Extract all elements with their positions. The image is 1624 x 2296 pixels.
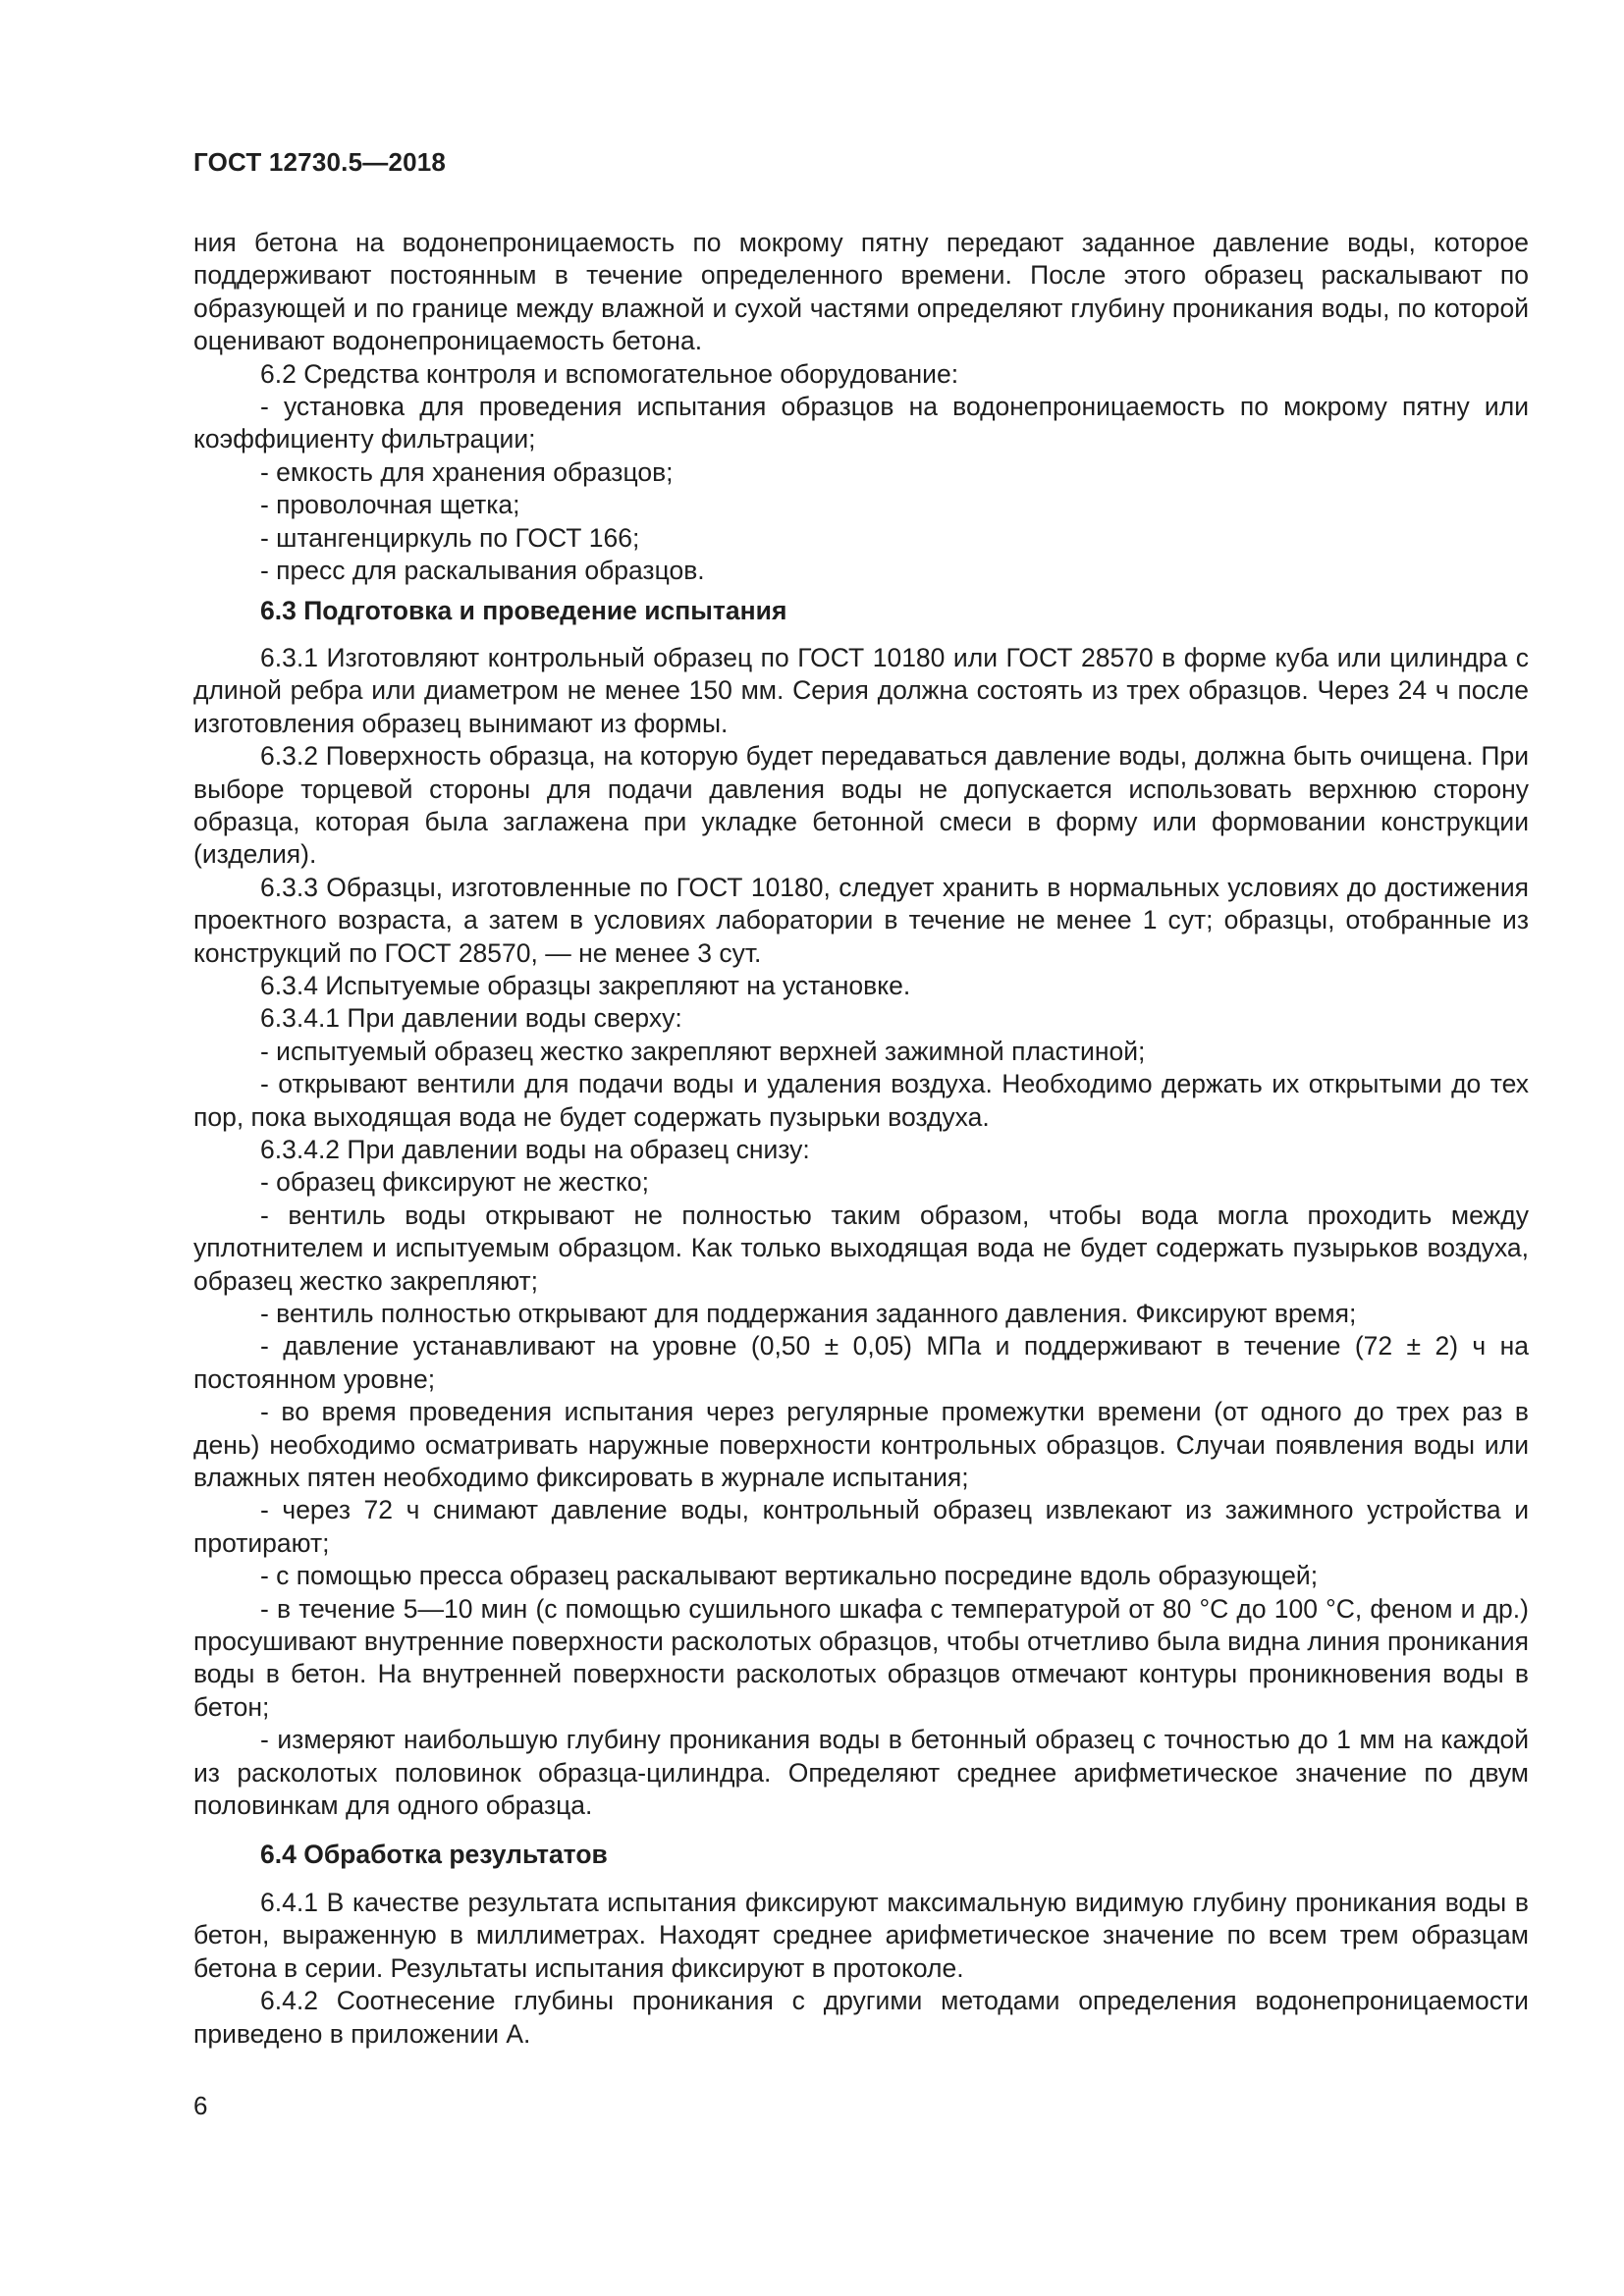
list-item: - через 72 ч снимают давление воды, контрольный образец извлекают из зажимного устройства и протирают; [193,1495,1529,1558]
paragraph-6-2: 6.2 Средства контроля и вспомогательное оборудование: [260,358,959,389]
list-item: - пресс для раскалывания образцов. [260,556,705,586]
list-item: - в течение 5—10 мин (с помощью сушильного шкафа с температурой от 80 °С до 100 °С, феном и др.) просушивают внутренние поверхности расколотых образцов, чтобы отчетливо была видна линия проникания воды в бетон. На внутренней поверхности расколотых образцов отмечают контуры проникновения воды в бетон; [193,1593,1529,1722]
list-item: - испытуемый образец жестко закрепляют верхней зажимной пластиной; [260,1036,1146,1066]
page-number: 6 [193,2091,208,2120]
paragraph-6-3-2: 6.3.2 Поверхность образца, на которую будет передаваться давление воды, должна быть очищена. При выборе торцевой стороны для подачи давления воды не допускается использовать верхнюю сторону образца, которая была заглажена при укладке бетонной смеси в форму или формовании конструкции (изделия). [193,741,1529,870]
list-item: - установка для проведения испытания образцов на водонепроницаемость по мокрому пятну или коэффициенту фильтрации; [193,392,1529,454]
list-item: - во время проведения испытания через регулярные промежутки времени (от одного до трех раз в день) необходимо осматривать наружные поверхности контрольных образцов. Случаи появления воды или влажных пятен необходимо фиксировать в журнале испытания; [193,1397,1529,1493]
list-item: - образец фиксируют не жестко; [260,1167,650,1198]
list-item: - проволочная щетка; [260,490,520,520]
paragraph-6-3-4: 6.3.4 Испытуемые образцы закрепляют на установке. [260,970,911,1000]
paragraph-6-4-2: 6.4.2 Соотнесение глубины проникания с другими методами определения водонепроницаемости приведено в приложении А. [193,1986,1529,2049]
section-heading-6-3: 6.3 Подготовка и проведение испытания [260,596,787,626]
paragraph-6-4-1: 6.4.1 В качестве результата испытания фиксируют максимальную видимую глубину проникания воды в бетон, выраженную в миллиметрах. Находят среднее арифметическое значение по всем трем образцам бетона в серии. Результаты испытания фиксируют в протоколе. [193,1887,1529,1983]
paragraph-6-3-1: 6.3.1 Изготовляют контрольный образец по ГОСТ 10180 или ГОСТ 28570 в форме куба или цилиндра с длиной ребра или диаметром не менее 150 мм. Серия должна состоять из трех образцов. Через 24 ч после изготовления образец вынимают из формы. [193,642,1529,738]
document-body [193,227,1529,2051]
document-header: ГОСТ 12730.5—2018 [193,147,447,177]
list-item: - вентиль воды открывают не полностью таким образом, чтобы вода могла проходить между уплотнителем и испытуемым образцом. Как только выходящая вода не будет содержать пузырьков воздуха, образец жестко закрепляют; [193,1200,1529,1296]
paragraph-6-3-3: 6.3.3 Образцы, изготовленные по ГОСТ 10180, следует хранить в нормальных условиях до достижения проектного возраста, а затем в условиях лаборатории в течение не менее 1 сут; образцы, отобранные из конструкций по ГОСТ 28570, — не менее 3 сут. [193,872,1529,968]
list-item: - с помощью пресса образец раскалывают вертикально посредине вдоль образующей; [260,1561,1319,1591]
paragraph-6-3-4-1: 6.3.4.1 При давлении воды сверху: [260,1003,682,1034]
paragraph-continuation: ния бетона на водонепроницаемость по мокрому пятну передают заданное давление воды, которое поддерживают постоянным в течение определенного времени. После этого образец раскалывают по образующей и по границе между влажной и сухой частями определяют глубину проникания воды, по которой оценивают водонепроницаемость бетона. [193,228,1529,356]
list-item: - давление устанавливают на уровне (0,50 ± 0,05) МПа и поддерживают в течение (72 ± 2) ч на постоянном уровне; [193,1331,1529,1394]
list-item: - штангенциркуль по ГОСТ 166; [260,522,640,553]
list-item: - емкость для хранения образцов; [260,456,674,487]
paragraph-6-3-4-2: 6.3.4.2 При давлении воды на образец снизу: [260,1134,810,1164]
list-item: - измеряют наибольшую глубину проникания воды в бетонный образец с точностью до 1 мм на каждой из расколотых половинок образца-цилиндра. Определяют среднее арифметическое значение по двум половинкам для одного образца. [193,1725,1529,1821]
list-item: - открывают вентили для подачи воды и удаления воздуха. Необходимо держать их открытыми до тех пор, пока выходящая вода не будет содержать пузырьки воздуха. [193,1069,1529,1132]
list-item: - вентиль полностью открывают для поддержания заданного давления. Фиксируют время; [260,1299,1357,1328]
section-heading-6-4: 6.4 Обработка результатов [260,1839,608,1869]
